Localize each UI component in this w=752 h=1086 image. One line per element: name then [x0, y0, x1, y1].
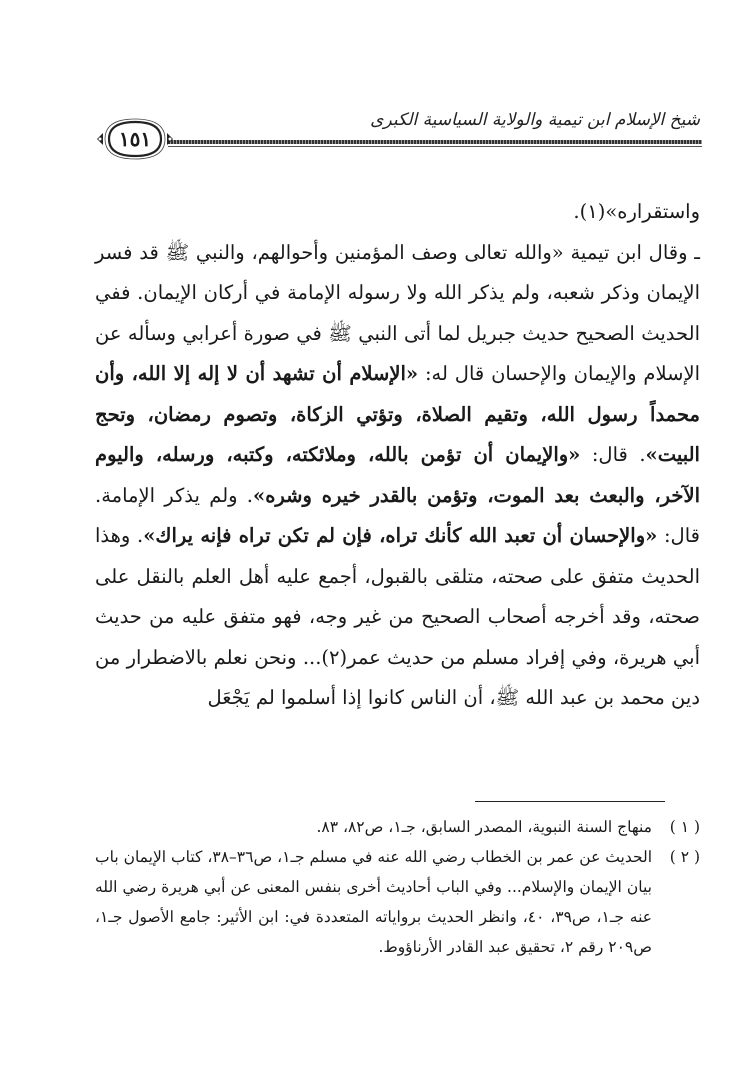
- header-rule-thin: [168, 146, 702, 147]
- footnote-number: ( ٢ ): [669, 848, 700, 866]
- footnote-number: ( ١ ): [669, 818, 700, 836]
- page-number: ١٥١: [118, 127, 152, 151]
- running-header-title: شيخ الإسلام ابن تيمية والولاية السياسية الكبرى: [370, 110, 700, 130]
- hadith-ihsan: «والإحسان أن تعبد الله كأنك تراه، فإن لم تكن تراه فإنه يراك»: [143, 524, 658, 547]
- footnotes: [95, 812, 700, 962]
- connector-2: . ولم يذكر الإمامة. قال:: [95, 483, 700, 547]
- footnote-separator: [475, 801, 665, 802]
- hadith-islam: «الإسلام أن تشهد أن لا إله إلا الله، وأن محمداً رسول الله، وتقيم الصلاة، وتؤتي الزكاة، وتصوم رمضان، وتحج البيت»: [95, 362, 700, 466]
- footnote: [95, 812, 700, 842]
- header-rule: [168, 140, 702, 144]
- paragraph-2: [95, 233, 700, 719]
- hadith-iman: «والإيمان أن تؤمن بالله، وملائكته، وكتبه، ورسله، واليوم الآخر، والبعث بعد الموت، وتؤمن بالقدر خيره وشره»: [95, 443, 700, 507]
- body-text: [95, 192, 700, 719]
- footnote: [95, 842, 700, 962]
- connector-1: . قال:: [580, 443, 646, 466]
- footnote-text: الحديث عن عمر بن الخطاب رضي الله عنه في مسلم جـ١، ص٣٦–٣٨، كتاب الإيمان باب بيان الإيمان والإسلام... وفي الباب أحاديث أخرى بنفس المعنى عن أبي هريرة رضي الله عنه جـ١، ص٣٩، ٤٠، وانظر الحديث برواياته المتعددة في: ابن الأثير: جامع الأصول جـ١، ص٢٠٩ رقم ٢، تحقيق عبد القادر الأرناؤوط.: [95, 848, 653, 956]
- footnote-text: منهاج السنة النبوية، المصدر السابق، جـ١، ص٨٢، ٨٣.: [316, 818, 652, 836]
- quote-intro: ـ وقال ابن تيمية «والله تعالى وصف المؤمنين وأحوالهم، والنبي ﷺ قد فسر الإيمان وذكر شعبه، ولم يذكر الله ولا رسوله الإمامة في أركان الإيمان. ففي الحديث الصحيح حديث جبريل لما أتى النبي ﷺ في صورة أعرابي وسأله عن الإسلام والإيمان والإحسان قال له:: [95, 240, 700, 385]
- paragraph-1: واستقراره»(١).: [573, 200, 700, 223]
- paragraph-continuation: . وهذا الحديث متفق على صحته، متلقى بالقبول، أجمع عليه أهل العلم بالنقل على صحته، وقد أخرجه أصحاب الصحيح من غير وجه، فهو متفق عليه من حديث أبي هريرة، وفي إفراد مسلم من حديث عمر(٢)... ونحن نعلم بالاضطرار من دين محمد بن عبد الله ﷺ، أن الناس كانوا إذا أسلموا لم يَجْعَل: [95, 524, 701, 709]
